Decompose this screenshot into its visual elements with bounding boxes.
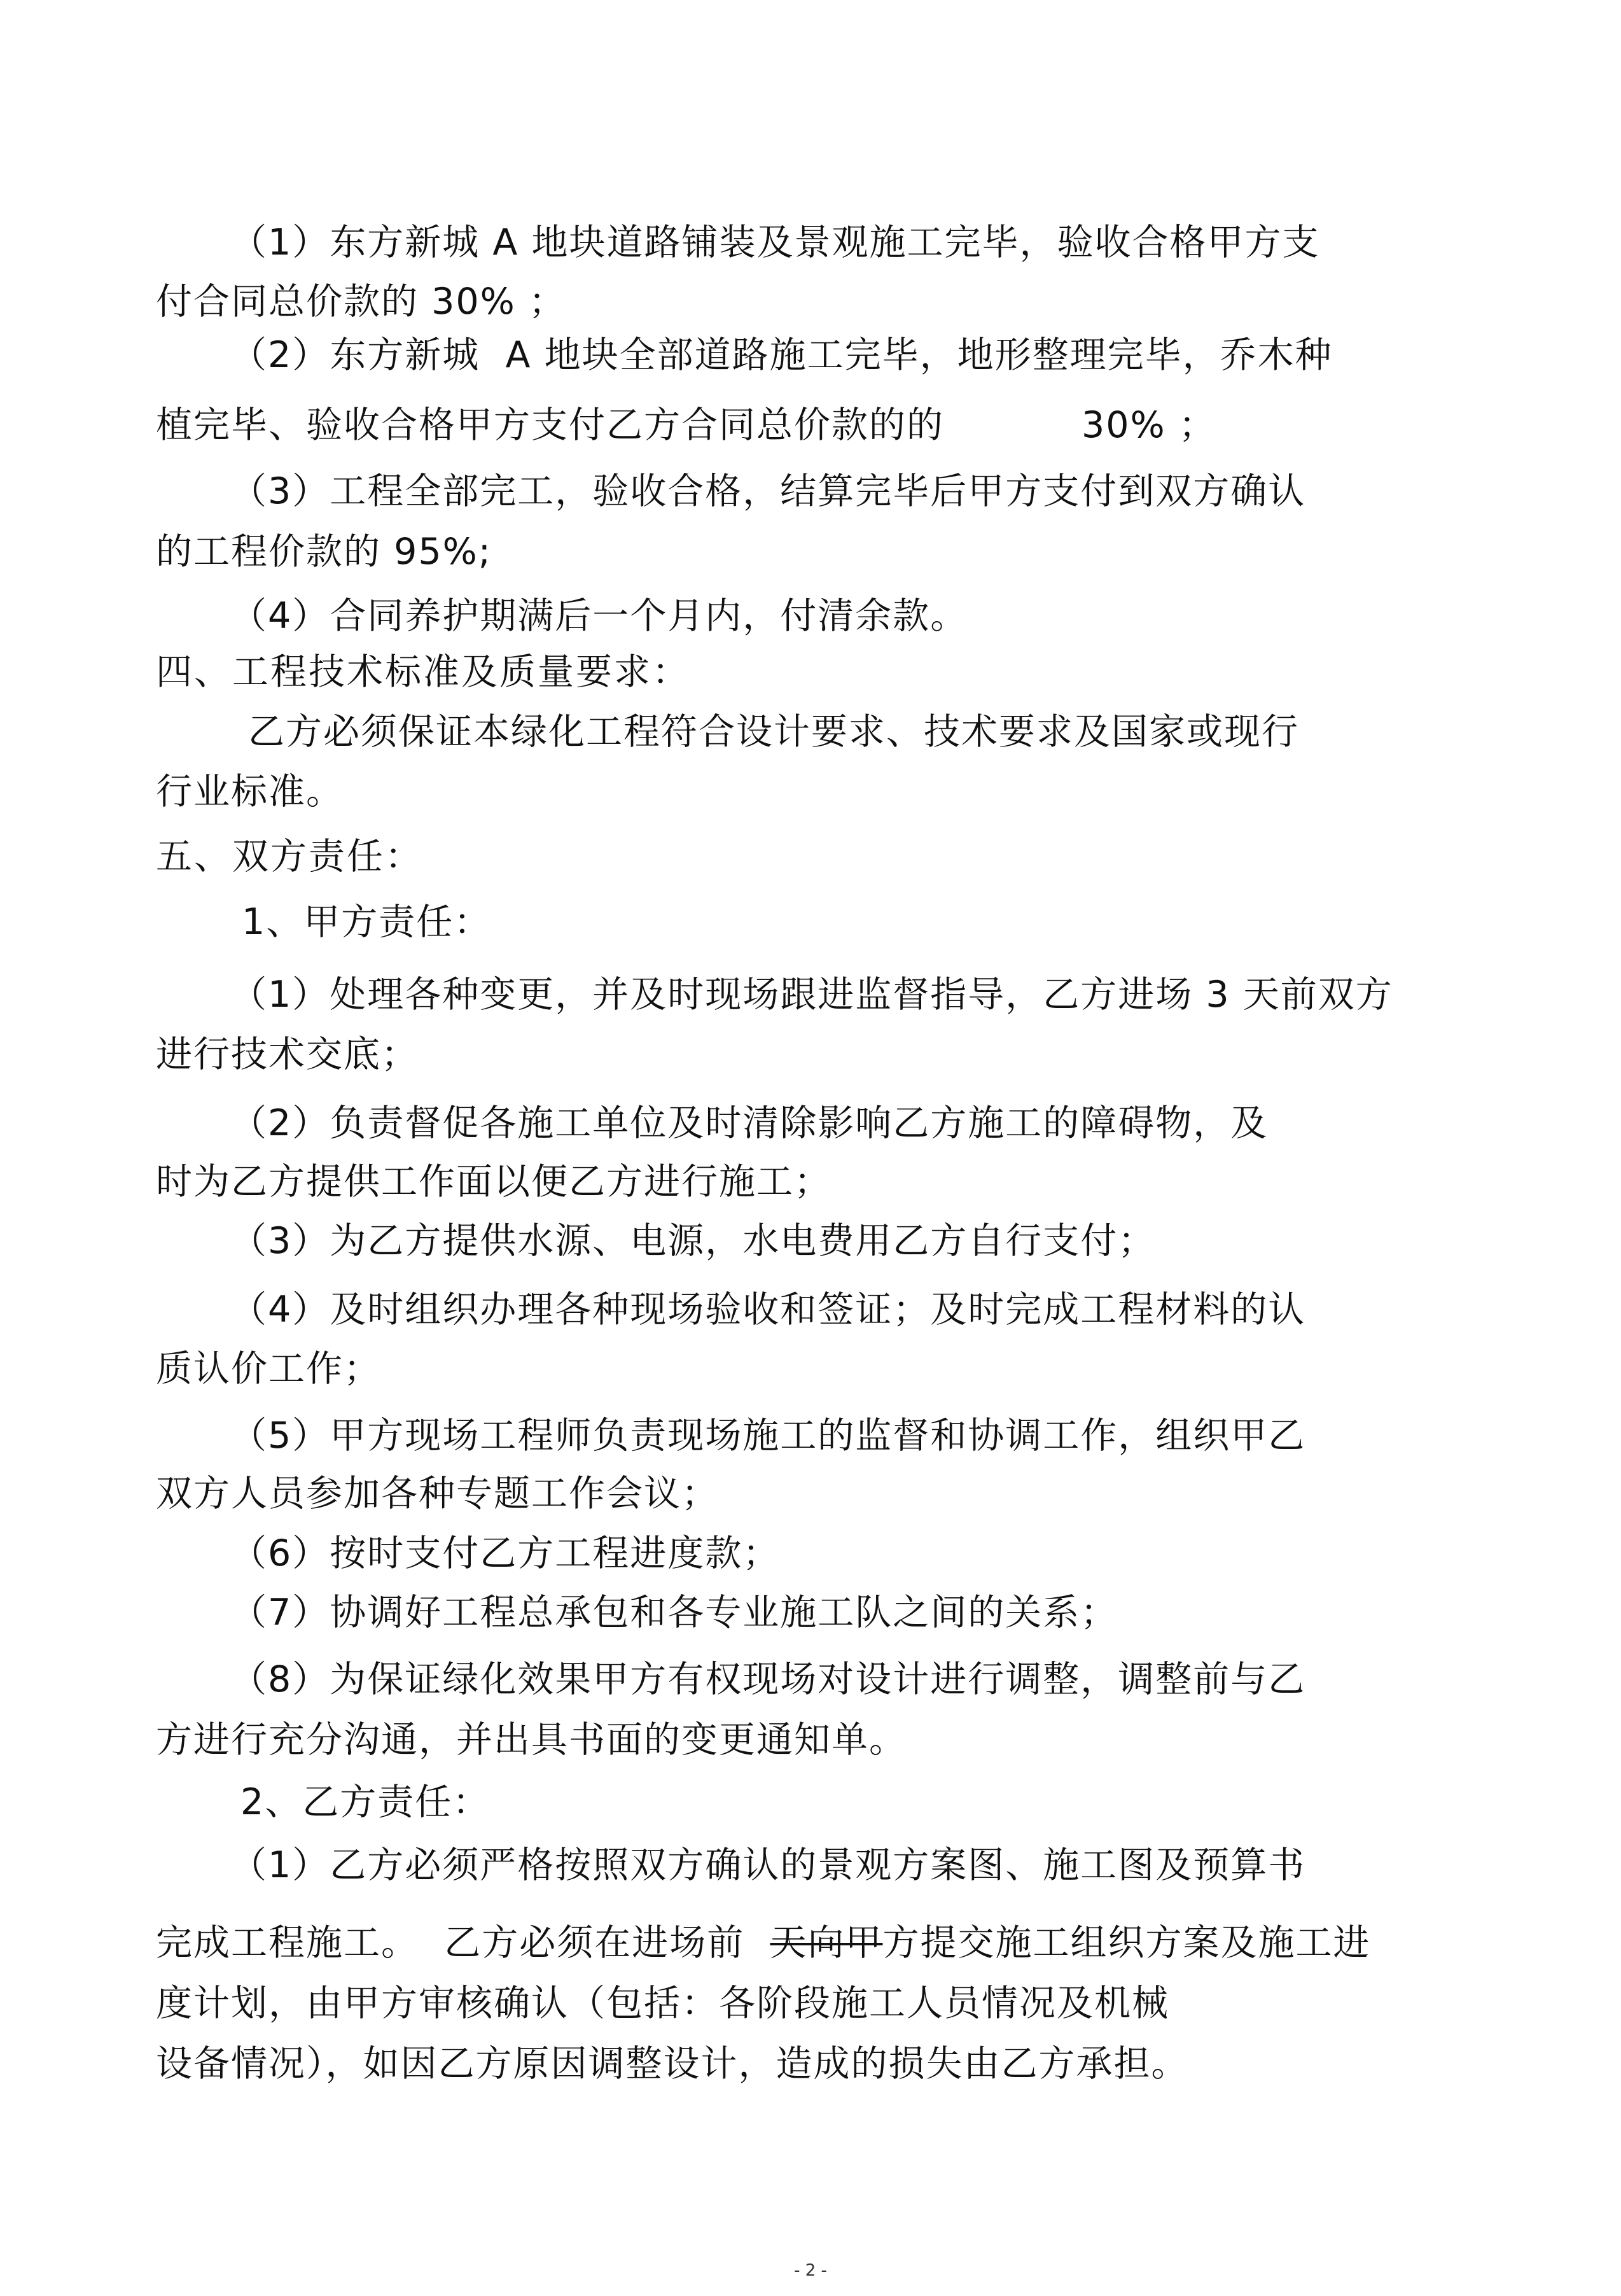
party-a-item-7: （7）协调好工程总承包和各专业施工队之间的关系； xyxy=(230,1592,1118,1634)
payment-item-1-line-1: （1）东方新城 A 地块道路铺装及景观施工完毕，验收合格甲方支 xyxy=(230,221,1320,263)
party-b-item-1-line-4: 设备情况），如因乙方原因调整设计，造成的损失由乙方承担。 xyxy=(156,2043,1189,2085)
payment-item-4: （4）合同养护期满后一个月内，付清余款。 xyxy=(230,595,968,637)
payment-item-1-line-2: 付合同总价款的 30% ； xyxy=(156,281,566,323)
section-5-heading: 五、双方责任： xyxy=(156,836,423,878)
party-b-item-1-line-3: 度计划，由甲方审核确认（包括：各阶段施工人员情况及机械 xyxy=(156,1982,1169,2024)
payment-item-2-percent: 30% ； xyxy=(1082,404,1216,446)
party-a-item-5-line-2: 双方人员参加各种专题工作会议； xyxy=(156,1473,719,1515)
party-a-item-1-line-2: 进行技术交底； xyxy=(156,1033,419,1075)
party-b-item-1-line-1: （1）乙方必须严格按照双方确认的景观方案图、施工图及预算书 xyxy=(230,1844,1306,1886)
party-a-item-6: （6）按时支付乙方工程进度款； xyxy=(230,1532,781,1574)
section-4-paragraph-line-2: 行业标准。 xyxy=(156,771,344,813)
party-a-item-2-line-1: （2）负责督促各施工单位及时清除影响乙方施工的障碍物，及 xyxy=(230,1102,1269,1144)
payment-item-3-line-2: 的工程价款的 95%; xyxy=(156,531,492,573)
party-a-item-8-line-2: 方进行充分沟通，并出具书面的变更通知单。 xyxy=(156,1719,907,1761)
party-b-item-1-line-2-pre: 完成工程施工。 乙方必须在进场前 xyxy=(156,1922,770,1964)
party-a-item-4-line-2: 质认价工作； xyxy=(156,1348,381,1390)
party-a-item-5-line-1: （5）甲方现场工程师负责现场施工的监督和协调工作，组织甲乙 xyxy=(230,1415,1306,1457)
party-b-item-1-line-2-post: 方提交施工组织方案及施工进 xyxy=(882,1922,1371,1964)
party-a-heading: 1、甲方责任： xyxy=(242,901,492,943)
section-4-paragraph-line-1: 乙方必须保证本绿化工程符合设计要求、技术要求及国家或现行 xyxy=(248,711,1299,753)
party-a-item-3: （3）为乙方提供水源、电源，水电费用乙方自行支付； xyxy=(230,1220,1156,1262)
party-a-item-1-line-1: （1）处理各种变更，并及时现场跟进监督指导，乙方进场 3 天前双方 xyxy=(230,974,1393,1016)
page-number: - 2 - xyxy=(794,2261,827,2280)
struck-text: 天向甲 xyxy=(770,1922,883,1964)
party-a-item-4-line-1: （4）及时组织办理各种现场验收和签证；及时完成工程材料的认 xyxy=(230,1289,1306,1331)
party-b-item-1-line-2 xyxy=(156,1917,1370,1968)
payment-item-2-line-1: （2）东方新城 A 地块全部道路施工完毕，地形整理完毕，乔木种 xyxy=(230,334,1333,376)
payment-item-3-line-1: （3）工程全部完工，验收合格，结算完毕后甲方支付到双方确认 xyxy=(230,470,1306,512)
party-a-item-8-line-1: （8）为保证绿化效果甲方有权现场对设计进行调整，调整前与乙 xyxy=(230,1658,1306,1700)
party-a-item-2-line-2: 时为乙方提供工作面以便乙方进行施工； xyxy=(156,1161,831,1203)
party-b-heading: 2、乙方责任： xyxy=(240,1781,490,1823)
payment-item-2-line-2: 植完毕、验收合格甲方支付乙方合同总价款的的 xyxy=(156,404,944,446)
section-4-heading: 四、工程技术标准及质量要求： xyxy=(156,651,690,693)
